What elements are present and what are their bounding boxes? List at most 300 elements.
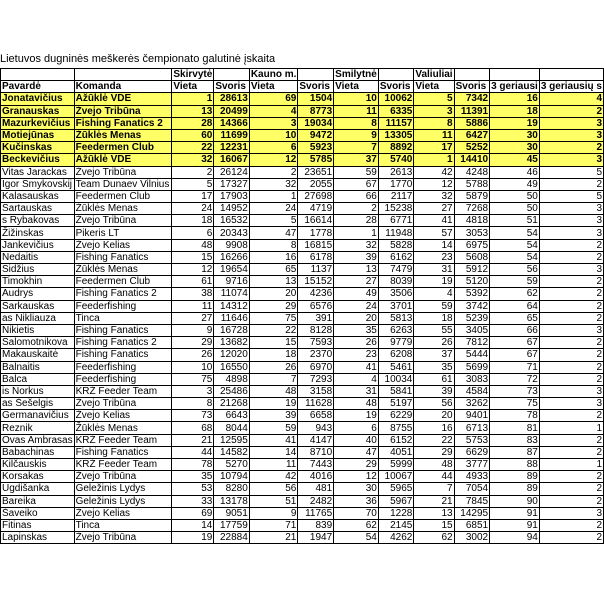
table-row xyxy=(1,471,604,483)
cell-best3-sum: 49 xyxy=(490,178,540,190)
header-cell-smiltyne-weight xyxy=(378,69,414,81)
cell-smiltyne-weight: 7479 xyxy=(378,264,414,276)
cell-valiuliai-weight: 5699 xyxy=(454,361,490,373)
cell-skirvyte-weight: 9716 xyxy=(214,276,250,288)
cell-skirvyte-place: 73 xyxy=(172,410,214,422)
cell-skirvyte-weight: 16728 xyxy=(214,324,250,336)
cell-skirvyte-place: 44 xyxy=(172,446,214,458)
cell-valiuliai-place: 32 xyxy=(414,190,454,202)
cell-best3-sum: 64 xyxy=(490,300,540,312)
cell-best3-weight: 2 xyxy=(539,300,603,312)
cell-surname: Kilčauskis xyxy=(1,459,75,471)
cell-valiuliai-place: 1 xyxy=(414,154,454,166)
cell-kaunas-place: 10 xyxy=(249,129,298,141)
cell-best3-sum: 54 xyxy=(490,227,540,239)
table-row xyxy=(1,361,604,373)
cell-valiuliai-weight: 3742 xyxy=(454,300,490,312)
cell-kaunas-place: 24 xyxy=(249,203,298,215)
cell-skirvyte-place: 35 xyxy=(172,471,214,483)
cell-kaunas-weight: 7293 xyxy=(298,373,334,385)
cell-smiltyne-place: 24 xyxy=(334,300,379,312)
cell-kaunas-place: 11 xyxy=(249,459,298,471)
cell-smiltyne-weight: 6263 xyxy=(378,324,414,336)
cell-team: Pikeris LT xyxy=(74,227,172,239)
cell-kaunas-weight: 1778 xyxy=(298,227,334,239)
cell-best3-sum: 54 xyxy=(490,251,540,263)
cell-skirvyte-weight: 9908 xyxy=(214,239,250,251)
cell-valiuliai-weight: 5608 xyxy=(454,251,490,263)
cell-kaunas-place: 41 xyxy=(249,434,298,446)
cell-best3-weight: 2 xyxy=(539,288,603,300)
cell-best3-sum: 83 xyxy=(490,434,540,446)
cell-smiltyne-weight: 5841 xyxy=(378,385,414,397)
cell-surname: Kalasauskas xyxy=(1,190,75,202)
cell-surname: Jankevičius xyxy=(1,239,75,251)
cell-best3-weight: 2 xyxy=(539,532,603,544)
cell-kaunas-weight: 4236 xyxy=(298,288,334,300)
cell-best3-sum: 30 xyxy=(490,129,540,141)
cell-skirvyte-weight: 28613 xyxy=(214,93,250,105)
cell-skirvyte-place: 13 xyxy=(172,105,214,117)
cell-valiuliai-weight: 5392 xyxy=(454,288,490,300)
cell-best3-weight: 2 xyxy=(539,239,603,251)
cell-best3-sum: 56 xyxy=(490,264,540,276)
cell-skirvyte-weight: 14582 xyxy=(214,446,250,458)
cell-team: Ažūklė VDE xyxy=(74,154,172,166)
cell-team: Žvejo Tribūna xyxy=(74,105,172,117)
cell-kaunas-weight: 1137 xyxy=(298,264,334,276)
cell-best3-sum: 71 xyxy=(490,361,540,373)
header-cell-best3-sum xyxy=(490,69,540,81)
cell-skirvyte-place: 8 xyxy=(172,398,214,410)
cell-valiuliai-weight: 4584 xyxy=(454,385,490,397)
cell-skirvyte-weight: 5270 xyxy=(214,459,250,471)
cell-kaunas-place: 21 xyxy=(249,532,298,544)
cell-best3-sum: 81 xyxy=(490,422,540,434)
table-row xyxy=(1,105,604,117)
cell-kaunas-place: 13 xyxy=(249,276,298,288)
table-row xyxy=(1,373,604,385)
header-cell-surname: Pavardė xyxy=(1,81,75,93)
cell-surname: Timokhin xyxy=(1,276,75,288)
cell-surname: Makauskaitė xyxy=(1,349,75,361)
cell-team: KRŽ Feeder Team xyxy=(74,459,172,471)
cell-valiuliai-place: 56 xyxy=(414,398,454,410)
cell-best3-weight: 2 xyxy=(539,337,603,349)
cell-kaunas-place: 2 xyxy=(249,166,298,178)
cell-best3-sum: 66 xyxy=(490,324,540,336)
cell-smiltyne-place: 40 xyxy=(334,434,379,446)
cell-team: Žvejo Kelias xyxy=(74,410,172,422)
cell-smiltyne-weight: 2145 xyxy=(378,519,414,531)
cell-best3-sum: 50 xyxy=(490,190,540,202)
table-row xyxy=(1,459,604,471)
table-row xyxy=(1,239,604,251)
cell-smiltyne-place: 19 xyxy=(334,410,379,422)
cell-kaunas-place: 18 xyxy=(249,349,298,361)
cell-smiltyne-weight: 5999 xyxy=(378,459,414,471)
cell-skirvyte-weight: 11646 xyxy=(214,312,250,324)
cell-kaunas-weight: 2370 xyxy=(298,349,334,361)
cell-smiltyne-place: 35 xyxy=(334,324,379,336)
cell-team: Geležinis Lydys xyxy=(74,483,172,495)
header-row xyxy=(1,69,604,81)
cell-kaunas-place: 4 xyxy=(249,105,298,117)
table-row xyxy=(1,264,604,276)
cell-smiltyne-place: 70 xyxy=(334,507,379,519)
cell-skirvyte-weight: 14312 xyxy=(214,300,250,312)
cell-best3-sum: 65 xyxy=(490,312,540,324)
cell-surname: Lapinskas xyxy=(1,532,75,544)
table-row xyxy=(1,276,604,288)
cell-skirvyte-weight: 16550 xyxy=(214,361,250,373)
cell-valiuliai-place: 57 xyxy=(414,227,454,239)
cell-surname: as Šešelgis xyxy=(1,398,75,410)
cell-skirvyte-weight: 10794 xyxy=(214,471,250,483)
cell-best3-sum: 75 xyxy=(490,398,540,410)
cell-valiuliai-weight: 5788 xyxy=(454,178,490,190)
cell-smiltyne-place: 29 xyxy=(334,459,379,471)
cell-surname: Fitinas xyxy=(1,519,75,531)
cell-smiltyne-weight: 6335 xyxy=(378,105,414,117)
cell-smiltyne-weight: 4051 xyxy=(378,446,414,458)
table-row xyxy=(1,288,604,300)
cell-smiltyne-place: 36 xyxy=(334,495,379,507)
cell-surname: Audrys xyxy=(1,288,75,300)
cell-kaunas-weight: 7443 xyxy=(298,459,334,471)
cell-best3-weight: 1 xyxy=(539,422,603,434)
cell-team: Žvejo Tribūna xyxy=(74,398,172,410)
cell-team: KRŽ Feeder Team xyxy=(74,434,172,446)
cell-kaunas-weight: 5785 xyxy=(298,154,334,166)
cell-skirvyte-place: 5 xyxy=(172,178,214,190)
cell-skirvyte-weight: 26124 xyxy=(214,166,250,178)
cell-smiltyne-weight: 5828 xyxy=(378,239,414,251)
cell-valiuliai-place: 61 xyxy=(414,373,454,385)
cell-valiuliai-weight: 5252 xyxy=(454,142,490,154)
cell-best3-sum: 87 xyxy=(490,446,540,458)
cell-skirvyte-place: 53 xyxy=(172,483,214,495)
cell-best3-weight: 2 xyxy=(539,373,603,385)
cell-valiuliai-place: 27 xyxy=(414,203,454,215)
cell-kaunas-weight: 15152 xyxy=(298,276,334,288)
cell-smiltyne-weight: 3506 xyxy=(378,288,414,300)
cell-valiuliai-place: 37 xyxy=(414,349,454,361)
cell-kaunas-weight: 4016 xyxy=(298,471,334,483)
cell-smiltyne-weight: 5197 xyxy=(378,398,414,410)
header-cell-skirvyte-weight: Svoris xyxy=(214,81,250,93)
cell-kaunas-weight: 9472 xyxy=(298,129,334,141)
table-row xyxy=(1,251,604,263)
cell-skirvyte-place: 6 xyxy=(172,227,214,239)
cell-skirvyte-place: 12 xyxy=(172,264,214,276)
cell-smiltyne-place: 41 xyxy=(334,361,379,373)
cell-team: Fishing Fanatics xyxy=(74,251,172,263)
table-row xyxy=(1,434,604,446)
sheet-title: Lietuvos dugninės meškerės čempionato galutinė įskaita xyxy=(0,53,276,65)
cell-smiltyne-place: 23 xyxy=(334,349,379,361)
table-row xyxy=(1,422,604,434)
cell-valiuliai-weight: 7845 xyxy=(454,495,490,507)
cell-smiltyne-weight: 8039 xyxy=(378,276,414,288)
cell-kaunas-place: 1 xyxy=(249,190,298,202)
cell-kaunas-weight: 4147 xyxy=(298,434,334,446)
cell-best3-sum: 18 xyxy=(490,105,540,117)
header-cell-smiltyne-weight: Svoris xyxy=(378,81,414,93)
cell-best3-sum: 94 xyxy=(490,532,540,544)
cell-best3-weight: 5 xyxy=(539,190,603,202)
table-row xyxy=(1,300,604,312)
cell-kaunas-place: 29 xyxy=(249,300,298,312)
cell-kaunas-weight: 1504 xyxy=(298,93,334,105)
cell-kaunas-weight: 6658 xyxy=(298,410,334,422)
cell-kaunas-weight: 27698 xyxy=(298,190,334,202)
cell-smiltyne-weight: 5813 xyxy=(378,312,414,324)
cell-skirvyte-place: 14 xyxy=(172,519,214,531)
cell-surname: Motiejūnas xyxy=(1,129,75,141)
cell-best3-weight: 4 xyxy=(539,93,603,105)
cell-smiltyne-place: 59 xyxy=(334,166,379,178)
cell-kaunas-place: 9 xyxy=(249,507,298,519)
cell-skirvyte-place: 1 xyxy=(172,93,214,105)
cell-team: Geležinis Lydys xyxy=(74,495,172,507)
cell-valiuliai-place: 13 xyxy=(414,507,454,519)
cell-best3-sum: 45 xyxy=(490,154,540,166)
cell-kaunas-weight: 6970 xyxy=(298,361,334,373)
cell-kaunas-place: 69 xyxy=(249,93,298,105)
cell-smiltyne-weight: 10067 xyxy=(378,471,414,483)
cell-best3-weight: 5 xyxy=(539,166,603,178)
cell-skirvyte-weight: 12231 xyxy=(214,142,250,154)
cell-valiuliai-place: 17 xyxy=(414,142,454,154)
cell-kaunas-weight: 6178 xyxy=(298,251,334,263)
cell-best3-sum: 67 xyxy=(490,337,540,349)
cell-smiltyne-weight: 10034 xyxy=(378,373,414,385)
cell-surname: Vitas Jarackas xyxy=(1,166,75,178)
cell-smiltyne-place: 31 xyxy=(334,385,379,397)
cell-valiuliai-place: 8 xyxy=(414,117,454,129)
cell-kaunas-weight: 943 xyxy=(298,422,334,434)
cell-smiltyne-place: 7 xyxy=(334,142,379,154)
cell-best3-weight: 1 xyxy=(539,459,603,471)
header-cell-skirvyte-weight xyxy=(214,69,250,81)
cell-kaunas-place: 65 xyxy=(249,264,298,276)
cell-valiuliai-weight: 4248 xyxy=(454,166,490,178)
cell-surname: Ugdišanka xyxy=(1,483,75,495)
cell-kaunas-place: 48 xyxy=(249,385,298,397)
cell-smiltyne-weight: 5461 xyxy=(378,361,414,373)
cell-skirvyte-place: 38 xyxy=(172,288,214,300)
cell-smiltyne-place: 30 xyxy=(334,483,379,495)
cell-smiltyne-weight: 4262 xyxy=(378,532,414,544)
header-cell-kaunas-place: Vieta xyxy=(249,81,298,93)
cell-smiltyne-place: 26 xyxy=(334,337,379,349)
cell-best3-sum: 91 xyxy=(490,519,540,531)
cell-valiuliai-place: 5 xyxy=(414,93,454,105)
cell-kaunas-place: 5 xyxy=(249,215,298,227)
cell-valiuliai-weight: 5879 xyxy=(454,190,490,202)
cell-best3-sum: 54 xyxy=(490,239,540,251)
cell-valiuliai-weight: 5753 xyxy=(454,434,490,446)
cell-team: Fishing Fanatics 2 xyxy=(74,288,172,300)
cell-skirvyte-weight: 9051 xyxy=(214,507,250,519)
cell-skirvyte-weight: 16266 xyxy=(214,251,250,263)
cell-skirvyte-weight: 11074 xyxy=(214,288,250,300)
header-row xyxy=(1,81,604,93)
cell-valiuliai-weight: 5120 xyxy=(454,276,490,288)
cell-team: Žvejo Tribūna xyxy=(74,471,172,483)
table-row xyxy=(1,495,604,507)
cell-smiltyne-place: 6 xyxy=(334,422,379,434)
cell-smiltyne-place: 4 xyxy=(334,373,379,385)
cell-surname: Korsakas xyxy=(1,471,75,483)
cell-best3-weight: 2 xyxy=(539,276,603,288)
cell-skirvyte-weight: 19654 xyxy=(214,264,250,276)
cell-best3-weight: 3 xyxy=(539,215,603,227)
cell-skirvyte-weight: 12595 xyxy=(214,434,250,446)
cell-smiltyne-place: 20 xyxy=(334,312,379,324)
cell-smiltyne-weight: 11948 xyxy=(378,227,414,239)
cell-team: Žvejo Kelias xyxy=(74,507,172,519)
cell-best3-sum: 62 xyxy=(490,288,540,300)
cell-kaunas-place: 6 xyxy=(249,142,298,154)
cell-valiuliai-weight: 4933 xyxy=(454,471,490,483)
cell-valiuliai-weight: 5886 xyxy=(454,117,490,129)
cell-smiltyne-place: 37 xyxy=(334,154,379,166)
cell-valiuliai-weight: 11391 xyxy=(454,105,490,117)
cell-kaunas-place: 32 xyxy=(249,178,298,190)
cell-skirvyte-weight: 21268 xyxy=(214,398,250,410)
cell-valiuliai-place: 7 xyxy=(414,483,454,495)
cell-skirvyte-place: 27 xyxy=(172,312,214,324)
cell-surname: Kučinskas xyxy=(1,142,75,154)
cell-valiuliai-place: 22 xyxy=(414,434,454,446)
cell-best3-weight: 3 xyxy=(539,385,603,397)
cell-skirvyte-weight: 13178 xyxy=(214,495,250,507)
table-row xyxy=(1,215,604,227)
table-row xyxy=(1,507,604,519)
cell-valiuliai-place: 15 xyxy=(414,519,454,531)
cell-valiuliai-place: 20 xyxy=(414,410,454,422)
cell-surname: Balnaitis xyxy=(1,361,75,373)
cell-team: Tinca xyxy=(74,312,172,324)
cell-skirvyte-weight: 17903 xyxy=(214,190,250,202)
header-cell-kaunas-weight xyxy=(298,69,334,81)
cell-kaunas-weight: 11628 xyxy=(298,398,334,410)
table-row xyxy=(1,166,604,178)
cell-kaunas-place: 42 xyxy=(249,471,298,483)
cell-kaunas-place: 51 xyxy=(249,495,298,507)
cell-best3-weight: 2 xyxy=(539,105,603,117)
table-row xyxy=(1,93,604,105)
cell-kaunas-weight: 19034 xyxy=(298,117,334,129)
cell-valiuliai-place: 39 xyxy=(414,385,454,397)
header-cell-surname xyxy=(1,69,75,81)
cell-surname: Mazurkevičius xyxy=(1,117,75,129)
cell-skirvyte-place: 11 xyxy=(172,300,214,312)
cell-team: Žvejo Kelias xyxy=(74,239,172,251)
cell-surname: Sarkauskas xyxy=(1,300,75,312)
cell-best3-sum: 72 xyxy=(490,373,540,385)
cell-smiltyne-place: 28 xyxy=(334,215,379,227)
cell-smiltyne-place: 66 xyxy=(334,190,379,202)
table-row xyxy=(1,129,604,141)
cell-best3-sum: 67 xyxy=(490,349,540,361)
cell-valiuliai-weight: 3002 xyxy=(454,532,490,544)
cell-team: Žvejo Tribūna xyxy=(74,166,172,178)
cell-skirvyte-weight: 14952 xyxy=(214,203,250,215)
cell-smiltyne-place: 27 xyxy=(334,276,379,288)
cell-best3-sum: 30 xyxy=(490,142,540,154)
cell-smiltyne-place: 32 xyxy=(334,239,379,251)
cell-kaunas-place: 15 xyxy=(249,337,298,349)
cell-valiuliai-weight: 6713 xyxy=(454,422,490,434)
cell-surname: Igor Smykovskij xyxy=(1,178,75,190)
cell-kaunas-weight: 11765 xyxy=(298,507,334,519)
header-cell-smiltyne-place: Vieta xyxy=(334,81,379,93)
cell-valiuliai-weight: 3083 xyxy=(454,373,490,385)
cell-valiuliai-place: 12 xyxy=(414,178,454,190)
cell-skirvyte-place: 18 xyxy=(172,215,214,227)
cell-skirvyte-place: 17 xyxy=(172,190,214,202)
cell-valiuliai-weight: 4818 xyxy=(454,215,490,227)
cell-kaunas-weight: 4719 xyxy=(298,203,334,215)
cell-team: Fishing Fanatics 2 xyxy=(74,117,172,129)
cell-kaunas-place: 7 xyxy=(249,373,298,385)
cell-smiltyne-weight: 11157 xyxy=(378,117,414,129)
cell-smiltyne-place: 8 xyxy=(334,117,379,129)
table-row xyxy=(1,324,604,336)
cell-skirvyte-place: 19 xyxy=(172,532,214,544)
cell-valiuliai-place: 21 xyxy=(414,495,454,507)
cell-surname: Žižinskas xyxy=(1,227,75,239)
cell-team: Fishing Fanatics xyxy=(74,324,172,336)
cell-surname: Ovas Ambrasas xyxy=(2,434,73,446)
cell-skirvyte-place: 68 xyxy=(172,422,214,434)
table-row xyxy=(1,398,604,410)
cell-skirvyte-weight: 17327 xyxy=(214,178,250,190)
cell-surname: s Rybakovas xyxy=(1,215,75,227)
cell-best3-weight: 2 xyxy=(539,349,603,361)
cell-valiuliai-weight: 5444 xyxy=(454,349,490,361)
cell-skirvyte-place: 61 xyxy=(172,276,214,288)
table-row xyxy=(1,117,604,129)
table-row xyxy=(1,312,604,324)
cell-team: Team Dunaev Vilnius xyxy=(74,178,172,190)
cell-best3-sum: 78 xyxy=(490,410,540,422)
cell-valiuliai-weight: 3262 xyxy=(454,398,490,410)
cell-kaunas-weight: 391 xyxy=(298,312,334,324)
cell-smiltyne-weight: 5740 xyxy=(378,154,414,166)
header-cell-valiuliai-weight: Svoris xyxy=(454,81,490,93)
cell-valiuliai-weight: 6629 xyxy=(454,446,490,458)
cell-valiuliai-weight: 14295 xyxy=(454,507,490,519)
cell-team: Fishing Fanatics 2 xyxy=(74,337,172,349)
cell-smiltyne-weight: 6152 xyxy=(378,434,414,446)
cell-valiuliai-weight: 6851 xyxy=(454,519,490,531)
cell-valiuliai-place: 48 xyxy=(414,459,454,471)
cell-valiuliai-weight: 7268 xyxy=(454,203,490,215)
cell-best3-sum: 89 xyxy=(490,483,540,495)
cell-team: Tinca xyxy=(74,519,172,531)
cell-skirvyte-place: 48 xyxy=(172,239,214,251)
cell-skirvyte-place: 3 xyxy=(172,385,214,397)
cell-team: Žūklės Menas xyxy=(74,264,172,276)
cell-kaunas-weight: 23651 xyxy=(298,166,334,178)
table-row xyxy=(1,142,604,154)
cell-skirvyte-place: 33 xyxy=(172,495,214,507)
cell-smiltyne-place: 11 xyxy=(334,105,379,117)
